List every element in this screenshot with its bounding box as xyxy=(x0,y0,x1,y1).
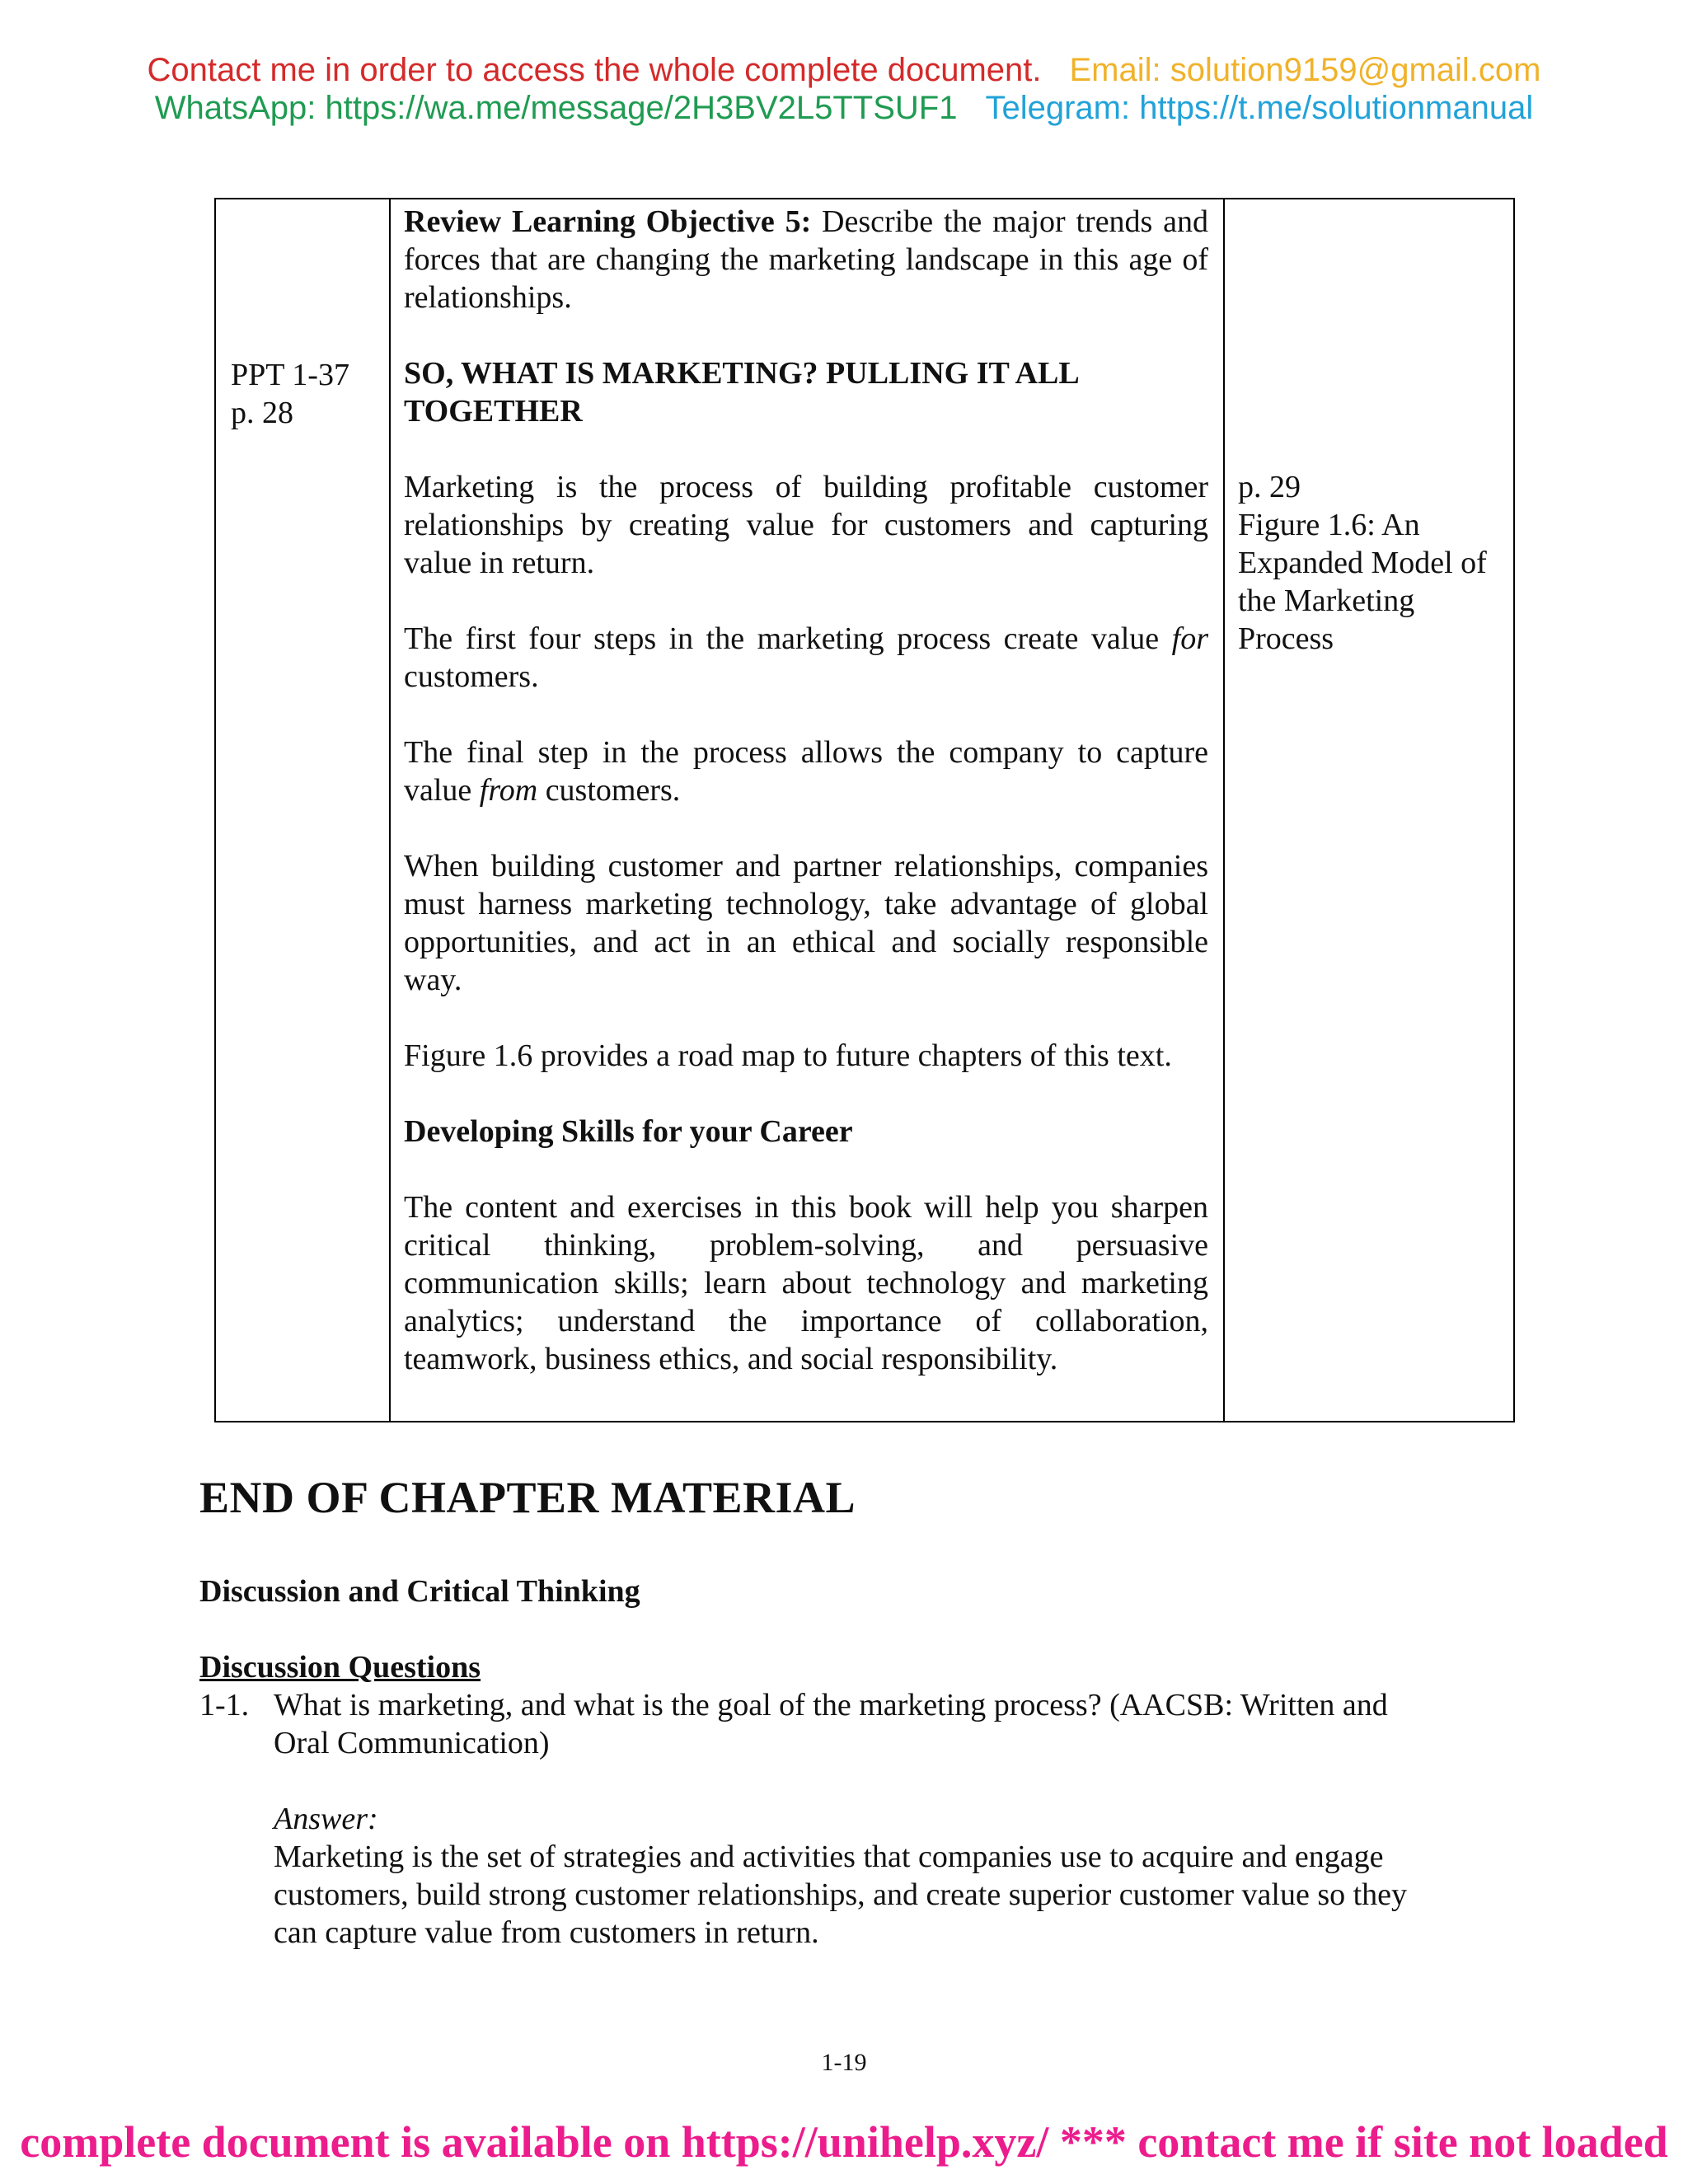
review-objective: Review Learning Objective 5: Describe the major trends and forces that are changing the marketing landscape in this age of relationships. xyxy=(404,204,1208,315)
page-number: 1-19 xyxy=(821,2049,867,2076)
subsection-heading: Discussion Questions xyxy=(199,1650,481,1685)
paragraph: Marketing is the process of building profitable customer relationships by creating value for customers and capturing value in return. xyxy=(404,470,1208,580)
lecture-outline-table xyxy=(214,198,1515,1422)
page-ref: p. 28 xyxy=(231,396,293,430)
table-divider xyxy=(389,199,391,1421)
lecture-content-cell xyxy=(404,203,1208,1378)
section-heading: Discussion and Critical Thinking xyxy=(199,1574,640,1609)
ppt-reference-cell xyxy=(231,356,379,432)
paragraph: When building customer and partner relationships, companies must harness marketing technology, take advantage of global opportunities, and act in an ethical and socially responsible way. xyxy=(404,849,1208,997)
paragraph: The final step in the process allows the company to capture value from customers. xyxy=(404,735,1208,808)
chapter-section-title: END OF CHAPTER MATERIAL xyxy=(199,1473,856,1522)
section-heading: SO, WHAT IS MARKETING? PULLING IT ALL TOGETHER xyxy=(404,356,1080,429)
figure-page-ref: p. 29 xyxy=(1238,470,1301,504)
subheading: Developing Skills for your Career xyxy=(404,1114,853,1149)
paragraph: Figure 1.6 provides a road map to future chapters of this text. xyxy=(404,1038,1172,1073)
contact-notice: Contact me in order to access the whole complete document. xyxy=(147,52,1042,88)
question-text: What is marketing, and what is the goal of the marketing process? (AACSB: Written and Oral Communication) xyxy=(274,1688,1388,1760)
ppt-slide-ref: PPT 1-37 xyxy=(231,358,349,392)
question-number: 1-1. xyxy=(199,1688,250,1722)
table-divider xyxy=(1223,199,1225,1421)
social-header-line xyxy=(0,89,1688,127)
footer-banner[interactable]: complete document is available on https://unihelp.xyz/ *** contact me if site not loaded xyxy=(20,2117,1668,2167)
contact-header-line xyxy=(0,51,1688,89)
review-objective-label: Review Learning Objective 5: xyxy=(404,204,812,239)
email-link[interactable]: Email: solution9159@gmail.com xyxy=(1069,52,1541,88)
paragraph: The content and exercises in this book will help you sharpen critical thinking, problem-solving, and persuasive communication skills; learn about technology and marketing analytics; understand the importance of collaboration, teamwork, business ethics, and social responsibility. xyxy=(404,1190,1208,1376)
figure-reference-cell: p. 29 Figure 1.6: An Expanded Model of the Marketing Process xyxy=(1238,468,1510,658)
paragraph: The first four steps in the marketing process create value for customers. xyxy=(404,621,1208,694)
telegram-link[interactable]: Telegram: https://t.me/solutionmanual xyxy=(985,90,1534,126)
answer-text: Marketing is the set of strategies and activities that companies use to acquire and engage customers, build strong customer relationships, and create superior customer value so they can capture value from customers in return. xyxy=(274,1840,1408,1950)
whatsapp-link[interactable]: WhatsApp: https://wa.me/message/2H3BV2L5TTSUF1 xyxy=(154,90,958,126)
answer-label: Answer: xyxy=(274,1802,378,1836)
